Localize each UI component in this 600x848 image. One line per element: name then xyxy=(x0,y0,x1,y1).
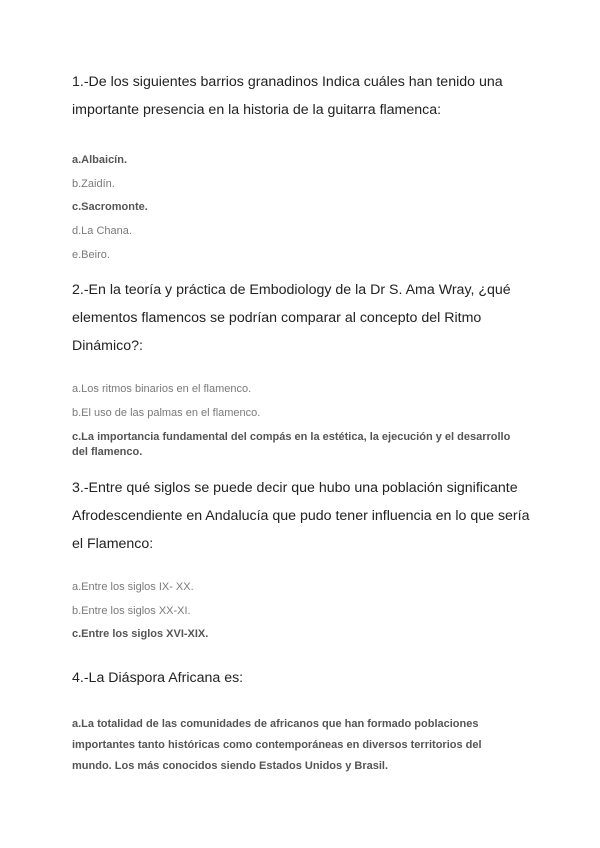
question-3-option-a[interactable]: a.Entre los siglos IX- XX. xyxy=(72,581,194,593)
question-4: 4.-La Diáspora Africana es: xyxy=(72,670,244,686)
question-3: 3.-Entre qué siglos se puede decir que hubo una población significante Afrodescendiente en Andalucía que pudo tener influencia en lo que sería el Flamenco: xyxy=(72,480,530,552)
question-1-option-e[interactable]: e.Beiro. xyxy=(72,249,110,261)
question-1-option-a[interactable]: a.Albaicín. xyxy=(72,154,128,166)
question-3-option-b[interactable]: b.Entre los siglos XX-XI. xyxy=(72,605,191,617)
question-4-option-a[interactable]: a.La totalidad de las comunidades de africanos que han formado poblaciones importantes tanto históricas como contemporáneas en diversos territorios del mundo. Los más conocidos siendo Estados Unidos y Brasil. xyxy=(72,718,482,772)
question-1-option-b[interactable]: b.Zaidín. xyxy=(72,178,115,190)
question-2-option-a[interactable]: a.Los ritmos binarios en el flamenco. xyxy=(72,383,252,395)
question-1-option-c[interactable]: c.Sacromonte. xyxy=(72,201,148,213)
question-3-option-c[interactable]: c.Entre los siglos XVI-XIX. xyxy=(72,628,209,640)
question-1-option-d[interactable]: d.La Chana. xyxy=(72,225,132,237)
question-2-option-c[interactable]: c.La importancia fundamental del compás en la estética, la ejecución y el desarrollo del flamenco. xyxy=(72,431,511,458)
question-1: 1.-De los siguientes barrios granadinos Indica cuáles han tenido una importante presencia en la historia de la guitarra flamenca: xyxy=(72,74,503,118)
question-2: 2.-En la teoría y práctica de Embodiology de la Dr S. Ama Wray, ¿qué elementos flamencos se podrían comparar al concepto del Ritmo Dinámico?: xyxy=(72,282,511,354)
question-2-option-b[interactable]: b.El uso de las palmas en el flamenco. xyxy=(72,407,261,419)
